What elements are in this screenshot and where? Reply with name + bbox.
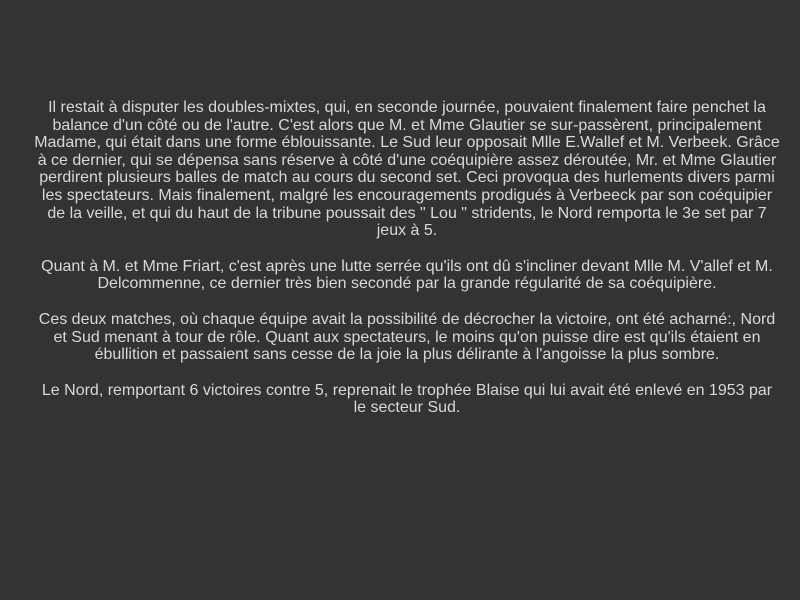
paragraph-friart-match: Quant à M. et Mme Friart, c'est après une lutte serrée qu'ils ont dû s'incliner devant Mlle M. V'allef et M. Delcommenne, ce dernier très bien secondé par la grande régularité de sa coéquipière. bbox=[41, 257, 773, 293]
paragraph-spectators: Ces deux matches, où chaque équipe avait la possibilité de décrocher la victoire, ont été acharné:, Nord et Sud menant à tour de rôle. Quant aux spectateurs, le moins qu'on puisse dire est qu'ils étaient en ébullition et passaient sans cesse de la joie la plus délirante à l'angoisse la plus sombre. bbox=[38, 310, 776, 364]
paragraph-result: Le Nord, remportant 6 victoires contre 5, reprenait le trophée Blaise qui lui avait été enlevé en 1953 par le secteur Sud. bbox=[41, 381, 773, 417]
paragraph-mixed-doubles: Il restait à disputer les doubles-mixtes, qui, en seconde journée, pouvaient finalement faire penchet la balance d'un côté ou de l'autre. C'est alors que M. et Mme Glautier se sur-passèrent, principalement Madame, qui était dans une forme éblouissante. Le Sud leur opposait Mlle E.Wallef et M. Verbeek. Grâce à ce dernier, qui se dépensa sans réserve à côté d'une coéquipière assez déroutée, Mr. et Mme Glautier perdirent plusieurs balles de match au cours du second set. Ceci provoqua des hurlements divers parmi les spectateurs. Mais finalement, malgré les encouragements prodigués à Verbeeck par son coéquipier de la veille, et qui du haut de la tribune poussait des " Lou " stridents, le Nord remporta le 3e set par 7 jeux à 5. bbox=[34, 99, 780, 240]
article-body bbox=[34, 99, 780, 417]
